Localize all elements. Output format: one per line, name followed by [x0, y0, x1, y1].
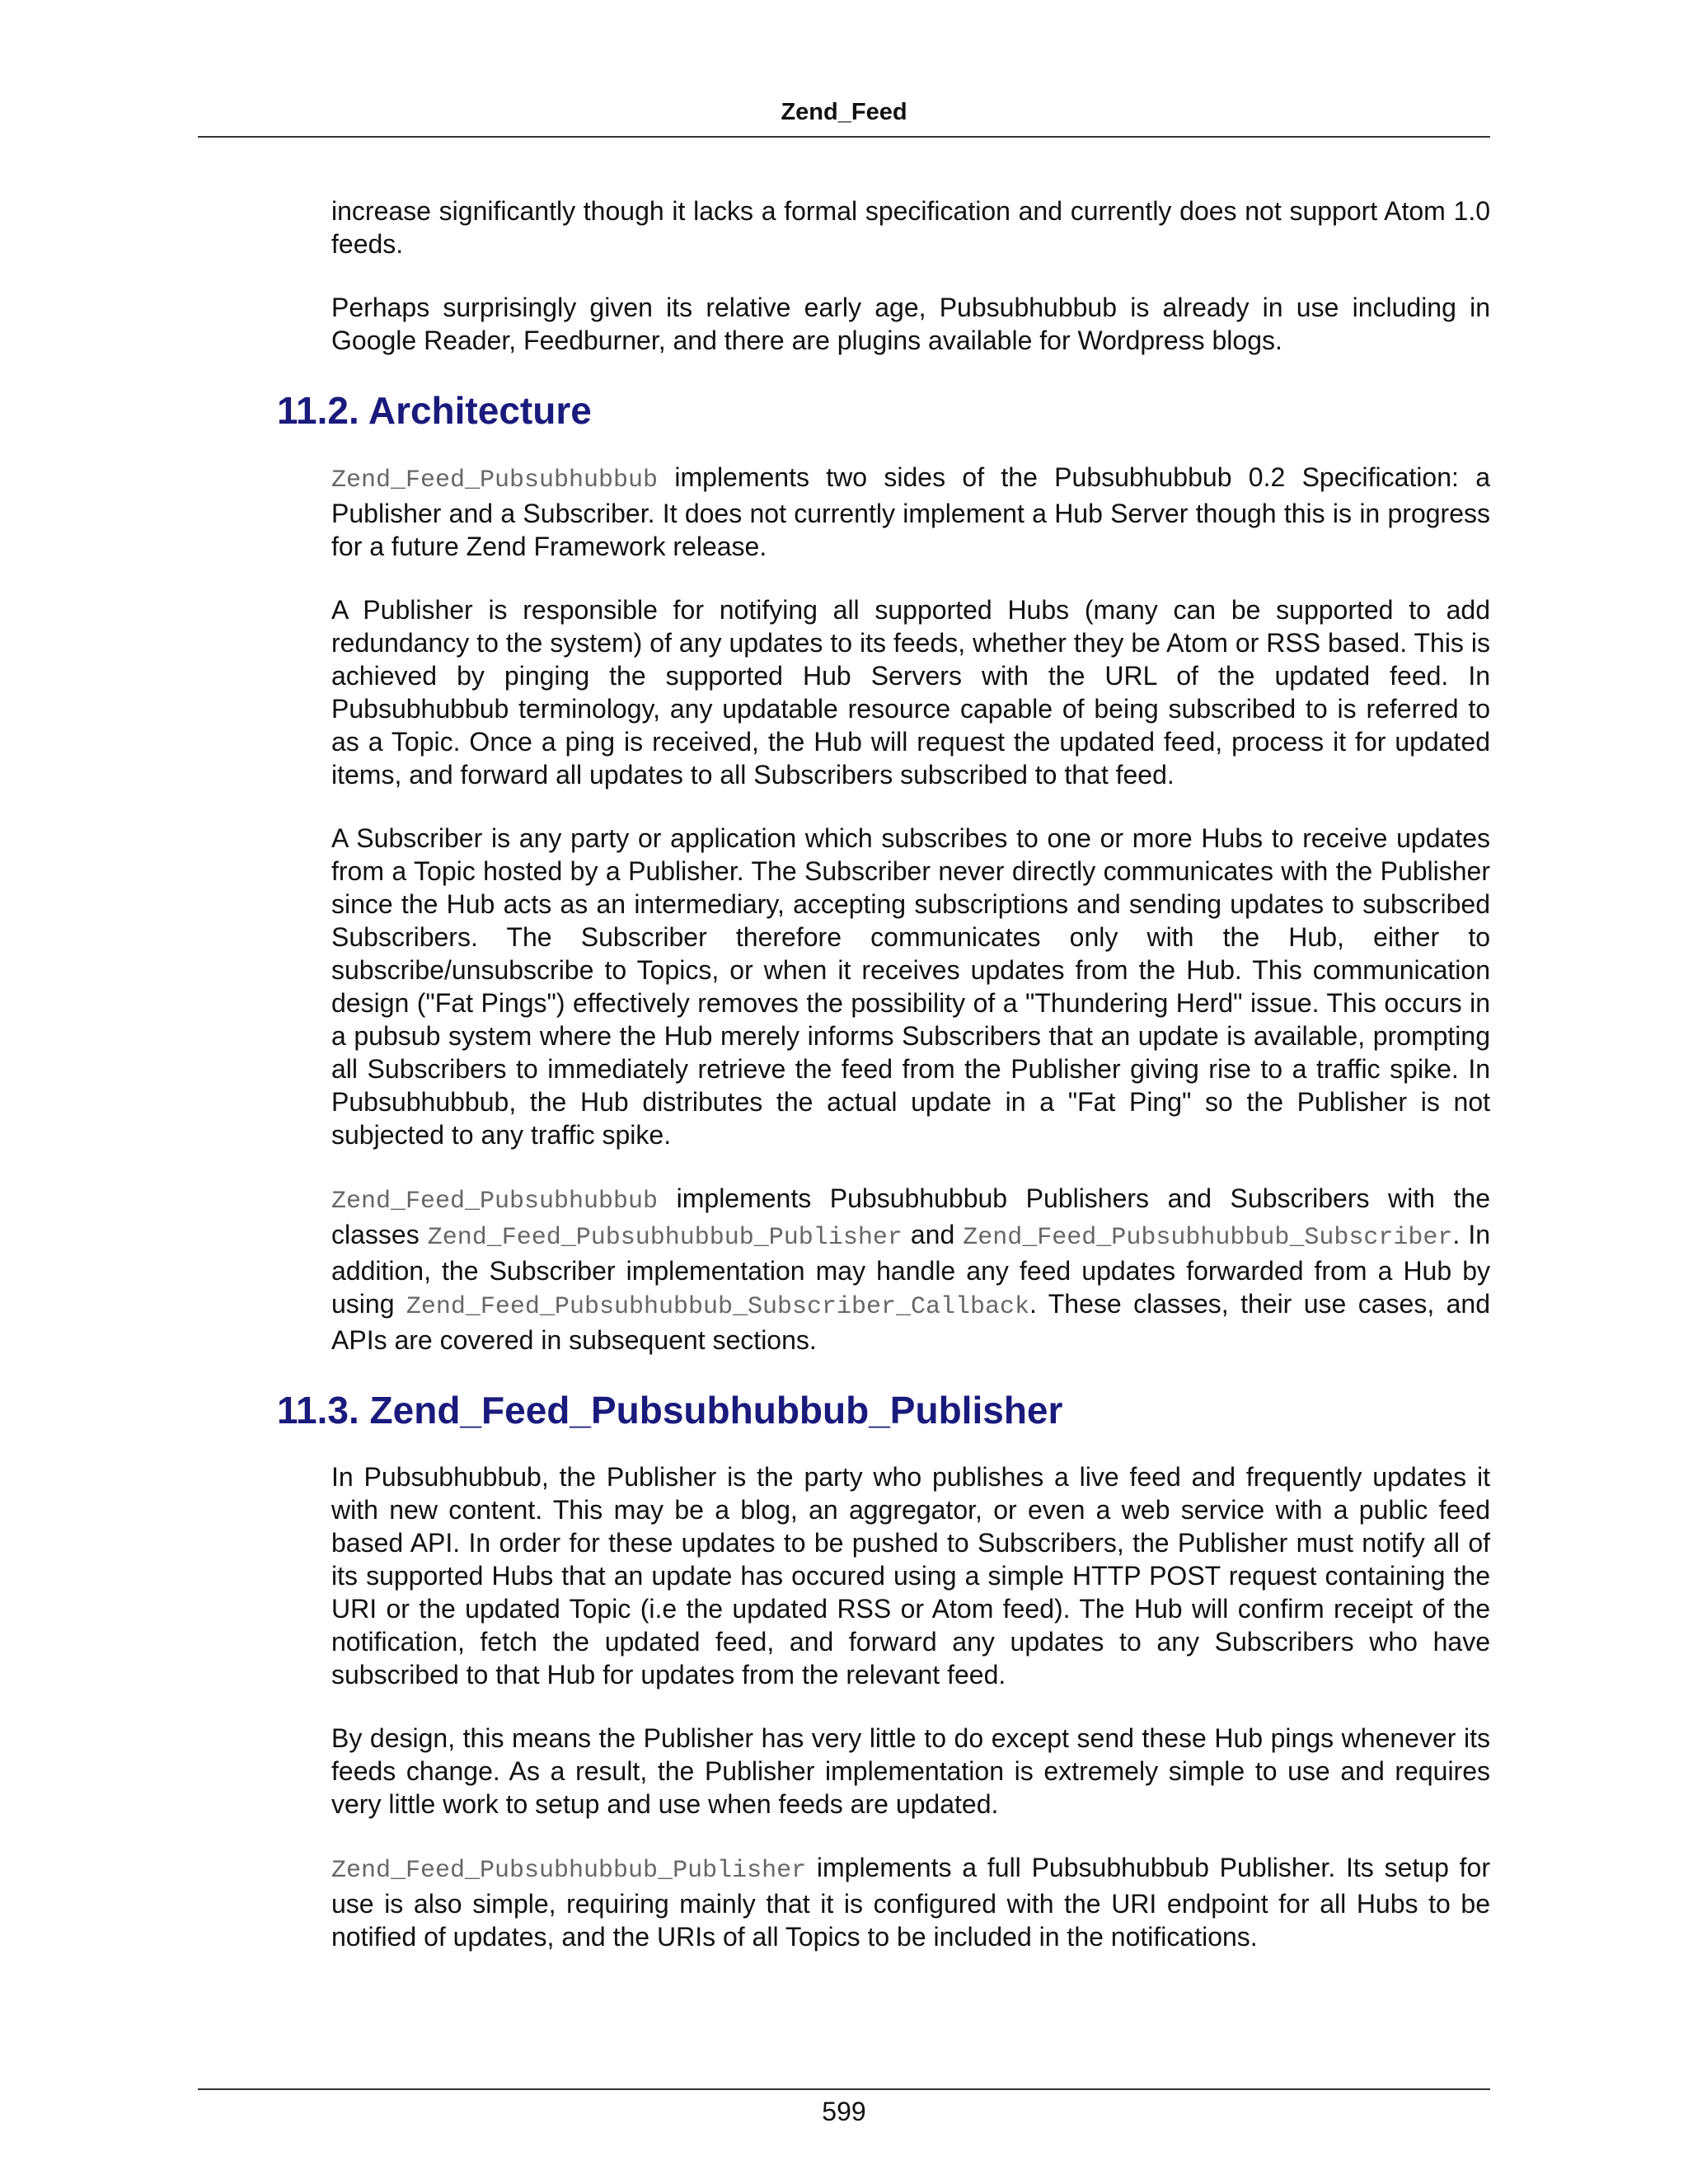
- paragraph-text: implements two sides of the Pubsubhubbub 0.2 Specification: a Publisher and a Subscriber. It does not currently implement a Hub Server though this is in progress for a future Zend Framework release.: [331, 462, 1490, 561]
- paragraph-text: implements Pubsubhubbub Publishers and Subscribers with the classes: [331, 1183, 1490, 1249]
- header-rule: [198, 136, 1490, 138]
- paragraph-text: implements a full Pubsubhubbub Publisher. Its setup for use is also simple, requiring mainly that it is configured with the URI endpoint for all Hubs to be notified of updates, and the URIs of all Topics to be included in the notifications.: [331, 1853, 1490, 1952]
- architecture-paragraph-1: [331, 461, 1490, 563]
- running-header-title: Zend_Feed: [781, 99, 907, 125]
- paragraph-text: and: [902, 1220, 964, 1249]
- publisher-paragraph-3: [331, 1851, 1490, 1953]
- footer-rule: [198, 2088, 1490, 2090]
- code-class-name: Zend_Feed_Pubsubhubbub_Publisher: [331, 1857, 807, 1885]
- paragraph-text: . In addition, the Subscriber implementation may handle any feed updates forwarded from a Hub by using: [331, 1220, 1490, 1319]
- code-class-name: Zend_Feed_Pubsubhubbub: [331, 466, 659, 494]
- section-heading-publisher: 11.3. Zend_Feed_Pubsubhubbub_Publisher: [277, 1389, 1063, 1432]
- code-class-name: Zend_Feed_Pubsubhubbub: [331, 1188, 659, 1216]
- page-number: 599: [822, 2097, 866, 2126]
- code-class-name: Zend_Feed_Pubsubhubbub_Subscriber_Callback: [406, 1293, 1030, 1321]
- code-class-name: Zend_Feed_Pubsubhubbub_Publisher: [427, 1224, 903, 1252]
- intro-paragraph-1: increase significantly though it lacks a formal specification and currently does not support Atom 1.0 feeds.: [331, 196, 1490, 259]
- publisher-paragraph-2: By design, this means the Publisher has very little to do except send these Hub pings whenever its feeds change. As a result, the Publisher implementation is extremely simple to use and requires very little work to setup and use when feeds are updated.: [331, 1723, 1490, 1819]
- architecture-paragraph-3: A Subscriber is any party or application which subscribes to one or more Hubs to receive updates from a Topic hosted by a Publisher. The Subscriber never directly communicates with the Publisher since the Hub acts as an intermediary, accepting subscriptions and sending updates to subscribed Subscribers. The Subscriber therefore communicates only with the Hub, either to subscribe/unsubscribe to Topics, or when it receives updates from the Hub. This communication design ("Fat Pings") effectively removes the possibility of a "Thundering Herd" issue. This occurs in a pubsub system where the Hub merely informs Subscribers that an update is available, prompting all Subscribers to immediately retrieve the feed from the Publisher giving rise to a traffic spike. In Pubsubhubbub, the Hub distributes the actual update in a "Fat Ping" so the Publisher is not subjected to any traffic spike.: [331, 823, 1490, 1150]
- architecture-paragraph-4: [331, 1182, 1490, 1357]
- paragraph-text: . These classes, their use cases, and APIs are covered in subsequent sections.: [331, 1289, 1491, 1355]
- publisher-paragraph-1: In Pubsubhubbub, the Publisher is the party who publishes a live feed and frequently updates it with new content. This may be a blog, an aggregator, or even a web service with a public feed based API. In order for these updates to be pushed to Subscribers, the Publisher must notify all of its supported Hubs that an update has occured using a simple HTTP POST request containing the URI or the updated Topic (i.e the updated RSS or Atom feed). The Hub will confirm receipt of the notification, fetch the updated feed, and forward any updates to any Subscribers who have subscribed to that Hub for updates from the relevant feed.: [331, 1462, 1490, 1690]
- section-heading-architecture: 11.2. Architecture: [277, 389, 592, 432]
- architecture-paragraph-2: A Publisher is responsible for notifying all supported Hubs (many can be supported to add redundancy to the system) of any updates to its feeds, whether they be Atom or RSS based. This is achieved by pinging the supported Hub Servers with the URL of the updated feed. In Pubsubhubbub terminology, any updatable resource capable of being subscribed to is referred to as a Topic. Once a ping is received, the Hub will request the updated feed, process it for updated items, and forward all updates to all Subscribers subscribed to that feed.: [331, 595, 1490, 790]
- code-class-name: Zend_Feed_Pubsubhubbub_Subscriber: [963, 1224, 1453, 1252]
- intro-paragraph-2: Perhaps surprisingly given its relative early age, Pubsubhubbub is already in use including in Google Reader, Feedburner, and there are plugins available for Wordpress blogs.: [331, 293, 1490, 355]
- page-body: [277, 194, 1491, 1984]
